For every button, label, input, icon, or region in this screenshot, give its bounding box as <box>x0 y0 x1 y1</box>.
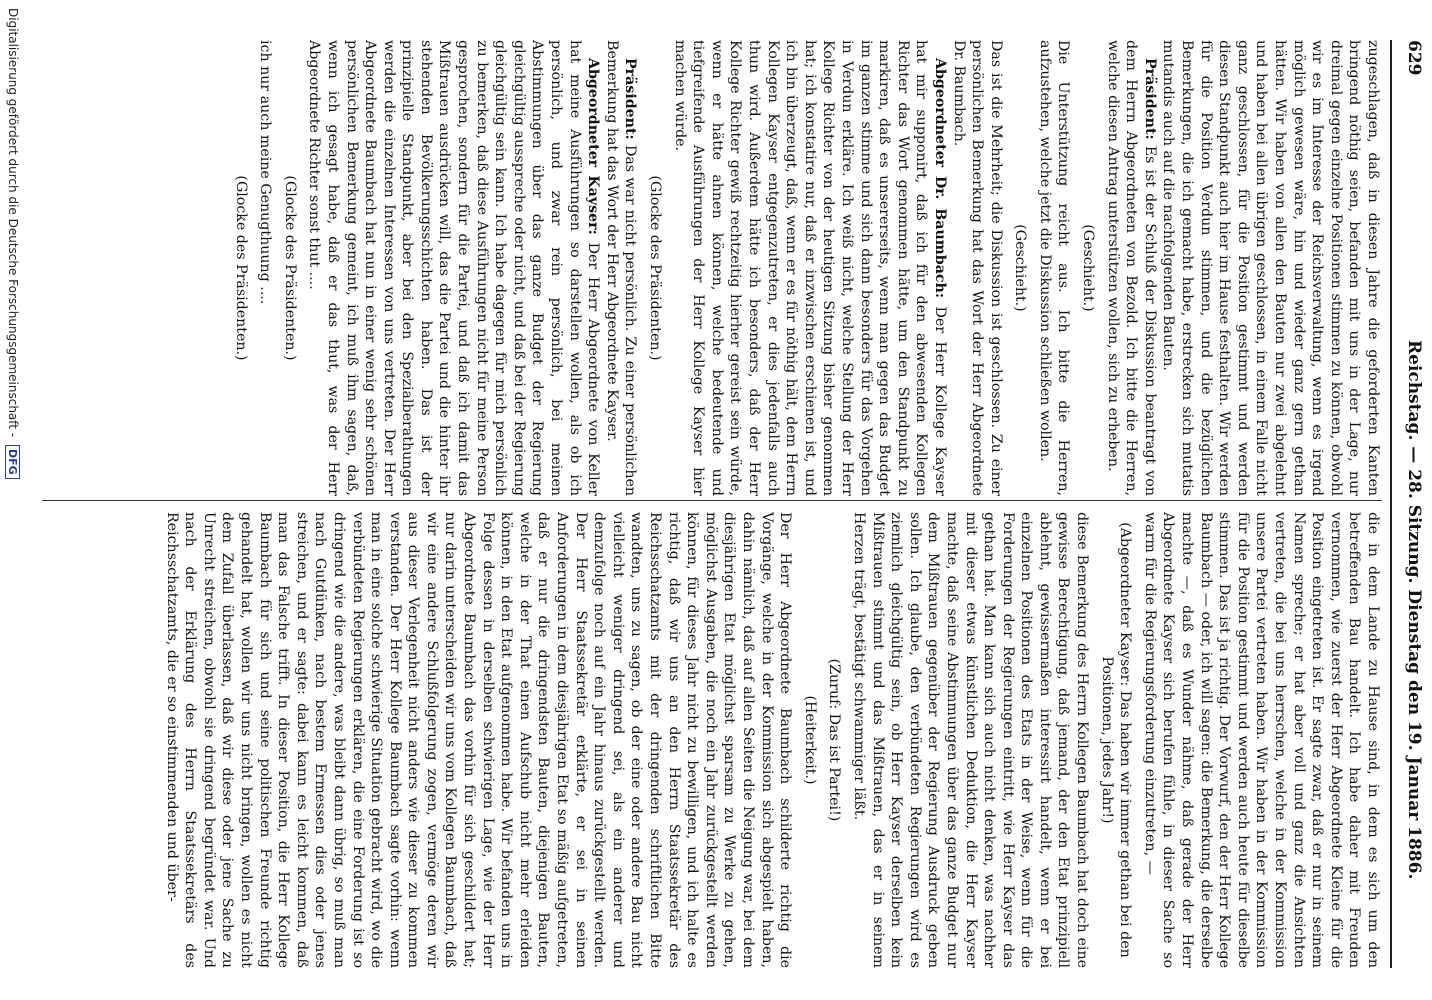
body-paragraph: ich nur auch meine Genugthuung .... <box>257 40 274 305</box>
interjection: (Abgeordneter Kayser: Das haben wir immer gethan bei den Positionen, jedes Jahr!) <box>1098 522 1134 958</box>
speech-paragraph <box>1103 40 1159 496</box>
column-divider <box>42 500 1382 501</box>
page-title: Reichstag. — 28. Sitzung. Dienstag den 19. Januar 1886. <box>1404 340 1424 880</box>
interjection: (Geschieht.) <box>1012 224 1029 312</box>
speech-text: Der Herr Kollege Kayser hat mir supponirt, daß ich für den abwesenden Kollegen Richter das Wort genommen hätte, um den Standpunkt zu markiren, daß es unsererseits, wenn man gegen das Budget im ganzen stimme und sich dann besonders für das Vorgehen in Verdun erkläre. Ich weiß nicht, welche Stellung der Herr Kollege Richter von der heutigen Sitzung bisher genommen hat; ich konstatire nur, daß er inzwischen erschienen ist, und ich bin überzeugt, daß, wenn er es für nöthig hält, dem Herrn Kollegen Kayser entgegenzutreten, er dies jedenfalls auch thun wird. Außerdem hätte ich besonders, daß der Herr Kollege Richter gewiß rechtzeitig hierher gereist sein würde, wenn er hätte ahnen können, welche bedeutende und tiefgreifende Ausführungen der Herr Kollege Kayser hier machen würde. <box>671 40 948 496</box>
page-number: 629 <box>1404 40 1424 76</box>
speaker-name: Abgeordneter Dr. Baumbach: <box>931 58 948 299</box>
header-rule <box>1390 40 1392 968</box>
digitization-footer <box>5 8 20 479</box>
body-paragraph: diese Bemerkung des Herrn Kollegen Baumbach hat doch eine gewisse Berechtigung, daß jemand, der den Etat prinzipiell ablehnt, gewissermaßen interessirt handelt, wenn er bei einzelnen Positionen des Etats in der Weise, wenn für die Forderungen der Regierungen eintritt, wie Herr Kayser das gethan hat. Man kann sich auch nicht denken, was nachher mit dieser etwas künstlichen Deduktion, die Herr Kayser machte, daß seine Abstimmungen über das ganze Budget nur dem Mißtrauen gegenüber der Regierung Ausdruck geben sollen. Ich glaube, den verbündeten Regierungen wird es ziemlich gleichgültig sein, ob Herr Kayser derselben kein Mißtrauen stimmt und das Mißtrauen, das er in seinem Herzen trägt, bestätigt schwammiger läßt. <box>850 512 1091 968</box>
speech-text: Es ist der Schluß der Diskussion beantragt von dem Herrn Abgeordneten von Bezold. Ich bitte die Herren, welche diesen Antrag unterstützen wollen, sich zu erheben. <box>1104 40 1158 496</box>
speech-paragraph <box>670 40 949 496</box>
interjection: (Heiterkeit.) <box>801 695 818 785</box>
body-paragraph: Die Unterstützung reicht aus. Ich bitte die Herren, aufzustehen, welche jetzt die Diskussion schließen wollen. <box>1036 40 1072 496</box>
text-column-right <box>82 512 1382 968</box>
speech-text: Das war nicht persönlich. Zu einer persönlichen Bemerkung hat das Wort der Herr Abgeordnete Kayser. <box>603 40 639 496</box>
interjection: (Glocke des Präsidenten.) <box>232 175 249 361</box>
text-column-left <box>152 40 1382 496</box>
interjection: (Glocke des Präsidenten.) <box>281 175 298 361</box>
speaker-name: Abgeordneter Kayser: <box>585 58 602 235</box>
page-header <box>1394 40 1424 968</box>
speaker-name: Präsident: <box>1141 58 1158 140</box>
speaker-name: Präsident: <box>622 58 639 140</box>
body-paragraph: Der Herr Abgeordnete Baumbach schilderte richtig die Vorgänge, welche in der Kommission sich abgespielt haben, dahin nämlich, daß auf allen Seiten die Neigung war, bei dem diesjährigen Etat möglichst sparsam zu Werke zu gehen, möglichst Ausgaben, die noch ein Jahr zurückgestellt werden können, für dieses Jahr nicht zu bewilligen, und ich halte es richtig, daß wir uns an den Herrn Staatssekretär des Reichsschatzamts mit der dringenden schriftlichen Bitte wandten, uns zu sagen, ob der eine oder andere Bau nicht vielleicht weniger dringend sei, als ein anderer und demzufolge noch auf ein Jahr hinaus zurückgestellt werden. Der Herr Staatssekretär erklärte, er sei in seinen Anforderungen in dem diesjährigen Etat so mäßig aufgetreten, daß er nur die dringendsten Bauten, diejenigen Bauten, welche in der That einen Aufschub nicht mehr erleiden können, in den Etat aufgenommen habe. Wir befanden uns in Folge dessen in derselben schwierigen Lage, wie der Herr Abgeordnete Baumbach das vorhin für sich geschildert hat; nur darin unterscheiden wir uns vom Kollegen Baumbach, daß wir eine andere Schlußfolgerung zogen, vermöge deren wir aus dieser Verlegenheit nicht anders wie dieser zu kommen verstanden. Der Herr Kollege Baumbach sagte vorhin: wenn man in eine solche schwierige Situation gebracht wird, wo die verbündeten Regierungen erklären, die eine Forderung ist so dringend wie die andere, was bleibt dann übrig, so muß man nach Gutdünken, nach bestem Ermessen dies oder jenes streichen, und er sagte: dabei kann es leicht kommen, daß man das Falsche trifft. In dieser Position, die Herr Kollege Baumbach für sich und seine politischen Freunde richtig gehandelt hat, wollen wir uns nicht bringen, wollen es nicht dem Zufall überlassen, daß wir diese oder jene Sache zu Unrecht streichen, obwohl sie dringend begründet war. Und nach der Erklärung des Herrn Staatssekretärs des Reichsschatzamts, die er so einstimmenden und über- <box>163 512 794 968</box>
body-paragraph: zugeschlagen, daß in diesen Jahre die geforderten Kanten bringend nöthig seien, befanden mit uns in der Lage, nur dreimal gegen einzelne Positionen stimmen zu können, obwohl wir es im Interesse der Reichsverwaltung, wenn es irgend möglich gewesen wäre, hin und wieder ganz gern gethan hätten. Wir haben von allen den Bauten nur zwei abgelehnt und haben bei allen übrigen geschlossen, in einem Falle nicht ganz geschlossen, für die Position gestimmt und werden diesen Standpunkt auch hier im Hause festhalten. Wir werden für die Position Verdun stimmen, und die bezüglichen Bemerkungen, die ich gemacht habe, erstrecken sich mutatis mutandis auch auf die nachfolgenden Bauten. <box>1160 40 1381 496</box>
speech-paragraph <box>305 40 603 496</box>
interjection: (Glocke des Präsidenten.) <box>647 175 664 361</box>
body-paragraph: die in dem Lande zu Hause sind, in dem es sich um den betreffenden Bau handelt. Ich habe daher mit Freuden vernommen, wie zuerst der Herr Abgeordnete Kleine für die Position eingetreten ist. Er sagte zwar, daß er nur in seinem Namen spreche; er hat aber voll und ganz die Ansichten vertreten, die bei uns herrschen, welche in der Kommission unsere Partei vertreten haben. Wir haben in der Kommission für die Position gestimmt und werden auch heute für dieselbe stimmen. Das ist ja richtig. Der Vorwurf, den der Herr Kollege Baumbach — oder, ich will sagen: die Bemerkung, die derselbe machte —, daß es Wunder nähme, daß gerade der Herr Abgeordnete Kayser sich berufen fühle, in dieser Sache so warm für die Regierungsforderung einzutreten, — <box>1141 512 1381 968</box>
speech-paragraph <box>602 40 639 496</box>
dfg-logo: DFG <box>5 445 20 479</box>
body-paragraph: Das ist die Mehrheit; die Diskussion ist geschlossen. Zu einer persönlichen Bemerkung hat das Wort der Herr Abgeordnete Dr. Baumbach. <box>950 40 1004 496</box>
interjection: (Geschieht.) <box>1080 224 1097 312</box>
speech-text: Der Herr Abgeordnete von Keller hat meine Ausführungen so darstellen wollen, als ob ich persönlich, und zwar rein persönlich, bei meinen Abstimmungen über das ganze Budget der Regierung gleichgültig ausspreche oder nicht, und daß bei der Regierung gleichgültig sein kann. Ich habe dagegen für mich persönlich zu bemerken, daß diese Ausführungen nicht für meine Person gesprochen, sondern für die Partei, und daß ich damit das Mißtrauen ausdrücken will, das die Partei und die hinter ihr stehenden Bevölkerungsschichten haben. Das ist der prinzipielle Standpunkt, aber bei den Spezialberathungen werden die einzelnen Interessen von uns vertreten. Der Herr Abgeordnete Baumbach hat nun in einer wenig sehr schönen persönlichen Bemerkung gemeint, ich muß ihm sagen, daß, wenn ich gesagt habe, daß er das thut, was der Herr Abgeordnete Richter sonst thut .... <box>306 40 602 496</box>
footer-text: Digitalisierung gefördert durch die Deutsche Forschungsgemeinschaft - <box>6 8 20 438</box>
interjection: (Zuruf: Das ist Partei!) <box>826 658 843 822</box>
